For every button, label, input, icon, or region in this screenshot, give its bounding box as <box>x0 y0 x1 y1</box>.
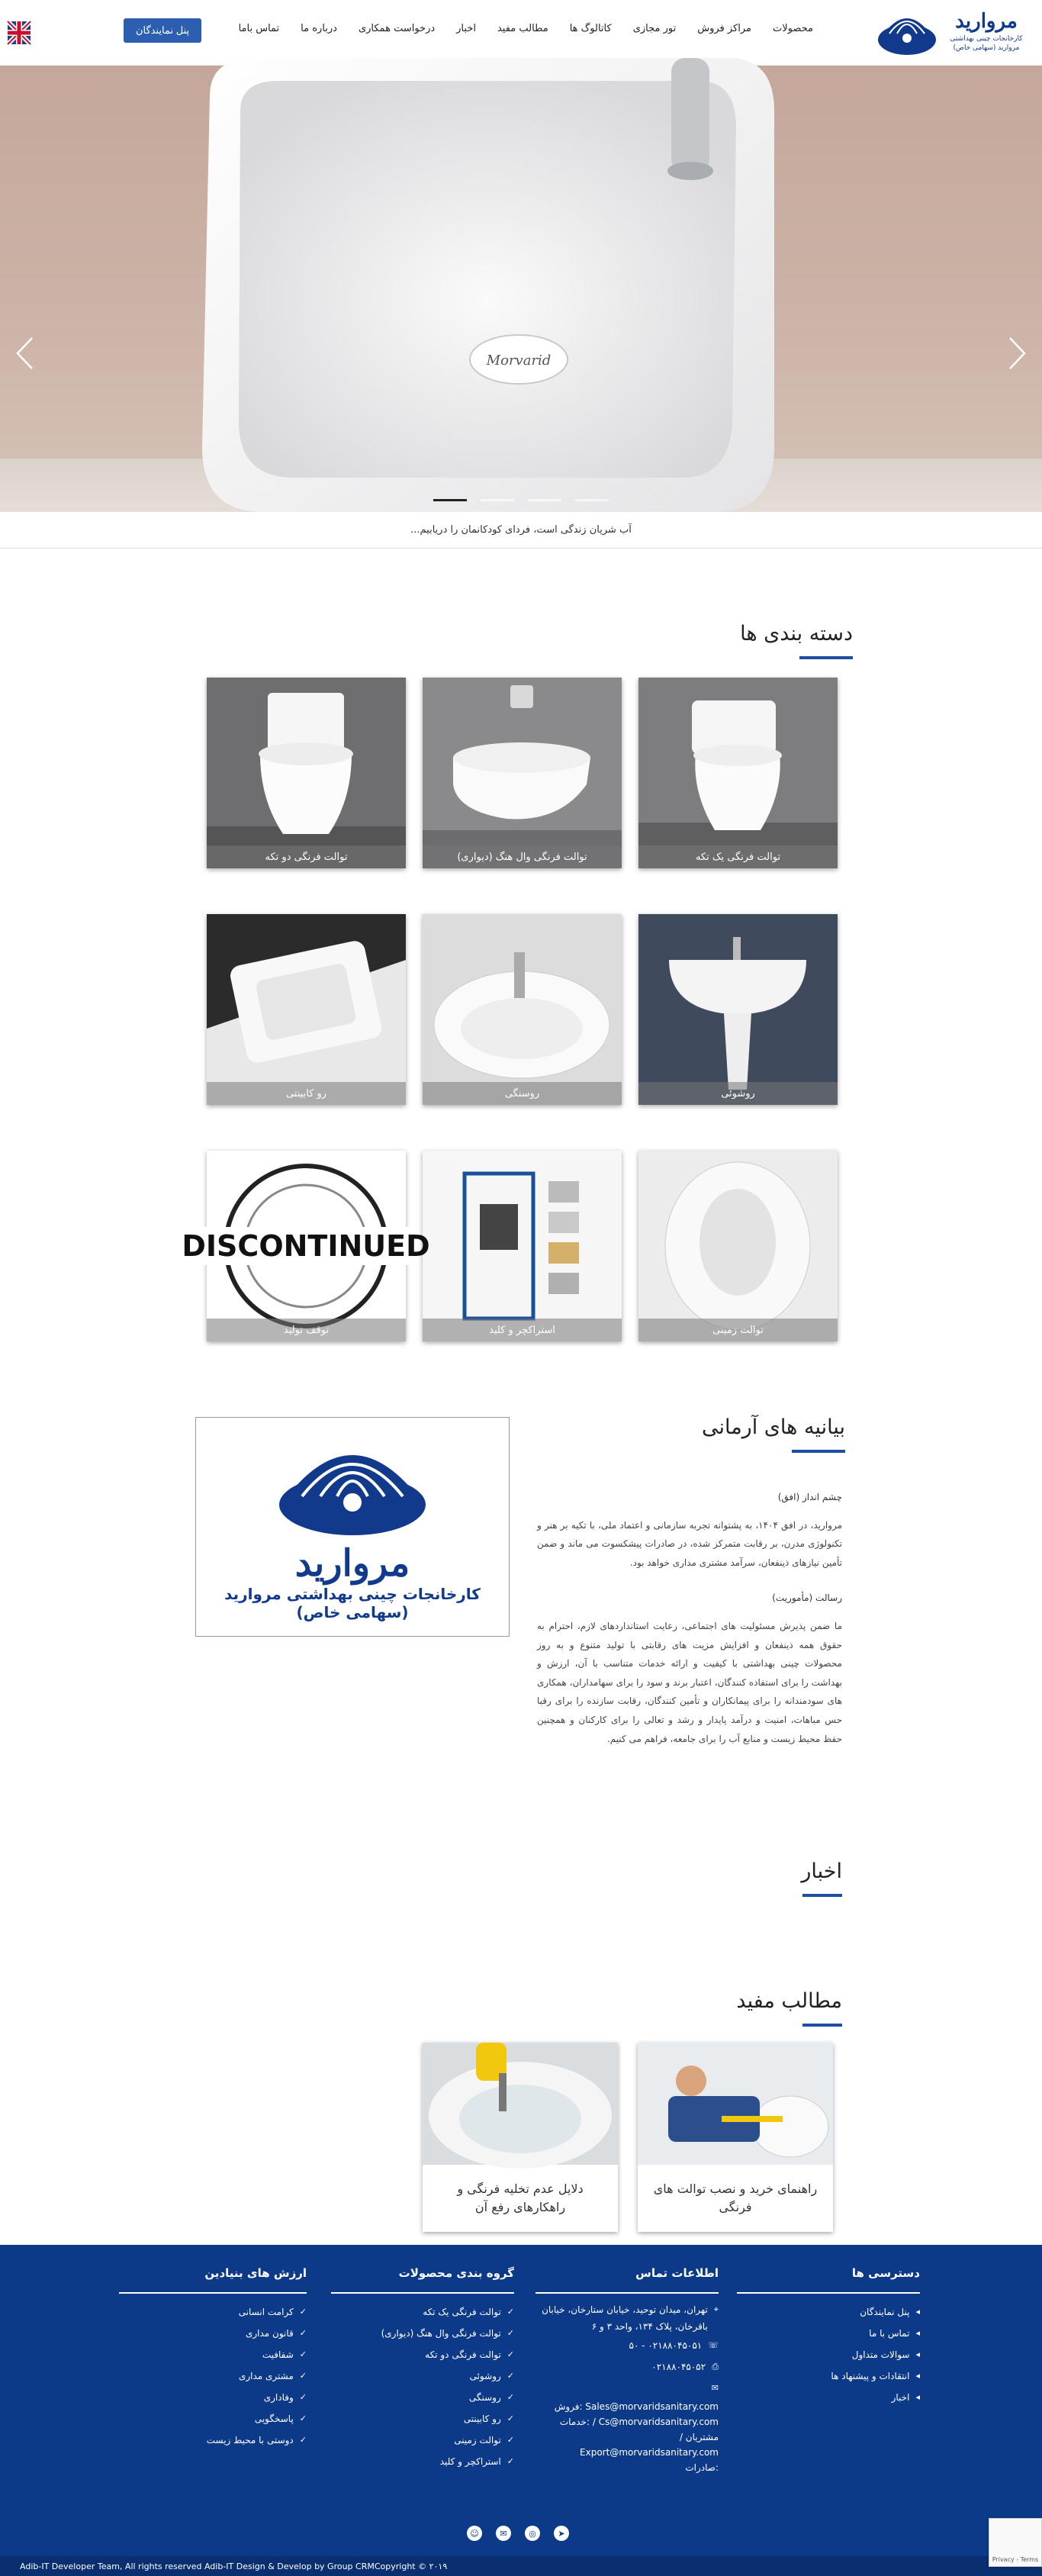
news-heading <box>801 1860 842 1897</box>
category-label: توالت فرنگی دو تکه <box>207 845 406 868</box>
slider-dot[interactable] <box>481 499 514 501</box>
footer-groups-title: گروه بندی محصولات <box>331 2266 514 2294</box>
value-text: شفافیت <box>262 2349 294 2360</box>
footer-group-link[interactable] <box>331 2344 514 2365</box>
contact-export-label <box>535 2460 719 2475</box>
footer-access-column <box>737 2266 920 2408</box>
articles-grid <box>424 2043 833 2232</box>
slider-dot-active[interactable] <box>433 499 467 501</box>
value-text: قانون مداری <box>245 2328 294 2339</box>
title-underline <box>802 2024 842 2027</box>
phone-text[interactable]: ۰۲۱۸۸۰۴۵۰۵۱ - ۵۰ <box>629 2340 703 2351</box>
check-icon: ✓ <box>299 2371 307 2381</box>
pearl-shell-logo-icon <box>276 1432 429 1539</box>
category-label: روشوئی <box>638 1082 838 1105</box>
caret-left-icon: ◂ <box>915 2392 920 2402</box>
category-label: روسنگی <box>423 1082 622 1105</box>
check-icon: ✓ <box>507 2371 514 2381</box>
slider-tagline: آب شریان زندگی است، فردای کودکانمان را دریابیم... <box>0 512 1042 549</box>
check-icon: ✓ <box>507 2413 514 2423</box>
footer-contact-column <box>535 2266 719 2475</box>
chevron-left-icon <box>15 336 34 370</box>
footer-group-link[interactable] <box>331 2365 514 2387</box>
footer-values-title: ارزش های بنیادین <box>119 2266 307 2294</box>
contact-email-sales[interactable] <box>535 2399 719 2414</box>
telegram-icon[interactable]: ➤ <box>554 2526 569 2541</box>
check-icon: ✓ <box>507 2328 514 2338</box>
footer-link-text[interactable]: روسنگی <box>468 2392 501 2403</box>
check-icon: ✓ <box>299 2307 307 2317</box>
value-item <box>119 2429 307 2451</box>
category-label: توقف تولید <box>207 1319 406 1341</box>
uk-flag-icon[interactable] <box>8 21 31 44</box>
concealed-frame-image <box>423 1151 622 1341</box>
plumber-installing-toilet-image <box>638 2043 833 2165</box>
statements-heading <box>702 1415 845 1453</box>
vision-heading: چشم انداز (افق) <box>777 1492 842 1502</box>
footer-link-text[interactable]: توالت فرنگی دو تکه <box>425 2349 501 2360</box>
main-nav <box>239 23 813 34</box>
nav-cooperation[interactable]: درخواست همکاری <box>358 23 436 34</box>
site-header <box>0 0 1042 66</box>
footer-access-link[interactable] <box>737 2387 920 2408</box>
category-card-wall-hung-toilet[interactable] <box>423 678 622 868</box>
value-item <box>119 2408 307 2429</box>
category-card-squat-toilet[interactable] <box>638 1151 838 1341</box>
contact-email-export[interactable] <box>535 2445 719 2460</box>
site-logo[interactable] <box>876 5 1028 58</box>
discontinued-text: DISCONTINUED <box>182 1229 430 1263</box>
footer-group-link[interactable] <box>331 2429 514 2451</box>
recaptcha-text[interactable]: Privacy - Terms <box>992 2556 1039 2563</box>
contact-email-icon-row <box>535 2378 719 2399</box>
footer-access-link[interactable] <box>737 2344 920 2365</box>
nav-contact[interactable]: تماس باما <box>238 23 280 34</box>
discontinued-stamp-image <box>182 1151 430 1341</box>
address-text: تهران، میدان توحید، خیابان ستارخان، خیابان باقرخان، پلاک ۱۳۴، واحد ۳ و ۶ <box>542 2304 708 2332</box>
washbasin-image <box>195 66 790 512</box>
email-export-text[interactable]: Export@morvaridsanitary.com <box>580 2447 719 2458</box>
slider-indicators <box>0 499 1042 501</box>
email-service-text[interactable]: Cs@morvaridsanitary.com / :خدمات مشتریان / <box>559 2417 719 2442</box>
mission-heading: رسالت (مأموریت) <box>772 1592 842 1604</box>
fax-icon: ⎙ <box>712 2362 719 2372</box>
slider-next-button[interactable] <box>1008 336 1027 376</box>
footer-link-text[interactable]: تماس با ما <box>869 2328 910 2339</box>
value-text: مشتری مداری <box>238 2371 294 2381</box>
footer-link-text[interactable]: انتقادات و پیشنهاد ها <box>831 2371 910 2381</box>
check-icon: ✓ <box>299 2392 307 2402</box>
mail-icon[interactable]: ✉ <box>496 2526 511 2541</box>
contact-address <box>535 2301 719 2335</box>
check-icon: ✓ <box>299 2328 307 2338</box>
value-text: کرامت انسانی <box>238 2307 294 2317</box>
slider-dot[interactable] <box>528 499 561 501</box>
article-image <box>423 2043 618 2165</box>
check-icon: ✓ <box>507 2349 514 2359</box>
brand-name: مروارید <box>955 10 1018 34</box>
slider-dot[interactable] <box>575 499 609 501</box>
caret-left-icon: ◂ <box>915 2349 920 2359</box>
dealer-panel-button[interactable]: پنل نمایندگان <box>124 18 201 43</box>
recaptcha-badge[interactable] <box>989 2518 1042 2567</box>
footer-contact-title: اطلاعات تماس <box>535 2266 719 2294</box>
category-card-frame-and-buttons[interactable] <box>423 1151 622 1341</box>
envelope-icon: ✉ <box>711 2383 719 2393</box>
check-icon: ✓ <box>507 2307 514 2317</box>
wall-hung-toilet-image <box>423 678 622 868</box>
articles-title: مطالب مفید <box>736 1989 842 2013</box>
footer-link-text[interactable]: سوالات متداول <box>851 2349 910 2360</box>
contact-phone[interactable] <box>535 2335 719 2356</box>
check-icon: ✓ <box>299 2435 307 2445</box>
toilet-cleaning-image <box>423 2043 618 2165</box>
footer-link-text[interactable]: اخبار <box>891 2392 910 2403</box>
nav-sales-centers[interactable]: مراکز فروش <box>697 23 751 34</box>
category-label: استراکچر و کلید <box>423 1319 622 1341</box>
two-piece-toilet-image <box>207 678 406 868</box>
category-card-two-piece-toilet[interactable] <box>207 678 406 868</box>
check-icon: ✓ <box>299 2349 307 2359</box>
footer-access-link[interactable] <box>737 2365 920 2387</box>
box-brand-line2: (سهامی خاص) <box>296 1603 409 1621</box>
value-text: پاسخگویی <box>254 2413 294 2424</box>
value-item <box>119 2301 307 2323</box>
article-card[interactable] <box>638 2043 833 2232</box>
footer-group-link[interactable] <box>331 2323 514 2344</box>
value-item <box>119 2387 307 2408</box>
contact-email-service[interactable] <box>535 2414 719 2445</box>
article-title[interactable]: راهنمای خرید و نصب توالت های فرنگی <box>653 2182 818 2214</box>
title-underline <box>802 1894 842 1897</box>
footer-access-link[interactable] <box>737 2301 920 2323</box>
article-card[interactable] <box>423 2043 618 2232</box>
category-label: توالت فرنگی یک تکه <box>638 845 838 868</box>
phone-icon: ☏ <box>708 2340 719 2350</box>
hero-slider[interactable] <box>0 66 1042 512</box>
social-links <box>467 2526 569 2541</box>
category-card-cabinet-basin[interactable] <box>207 914 406 1105</box>
chevron-right-icon <box>1008 336 1027 370</box>
nav-virtual-tour[interactable]: تور مجازی <box>632 23 677 34</box>
copyright-text: Adib-IT Developer Team, All rights reserved Adib-IT Design & Develop by Group CRMCopyright © ۲۰۱۹ <box>20 2561 448 2571</box>
countertop-basin-image <box>423 914 622 1105</box>
category-card-countertop-basin[interactable] <box>423 914 622 1105</box>
value-text: دوستی با محیط زیست <box>206 2435 294 2446</box>
category-card-discontinued[interactable] <box>182 1151 430 1341</box>
category-card-pedestal-basin[interactable] <box>638 914 838 1105</box>
box-brand-line1: کارخانجات چینی بهداشتی مروارید <box>224 1585 481 1603</box>
vision-paragraph: مروارید، در افق ۱۴۰۴، به پشتوانه تجربه سازمانی و اعتماد ملی، با تکیه بر هنر و تکنولوژی مدرن، بر رقابت متمرکز شده، در صادرات پیشکسوت می ماند و ضمن تأمین نیازهای ذینفعان، سرآمد مشتری مداری خواهد بود. <box>537 1519 842 1568</box>
nav-products[interactable]: محصولات <box>773 23 813 34</box>
footer-link-text[interactable]: استراکچر و کلید <box>439 2456 501 2467</box>
caret-left-icon: ◂ <box>915 2328 920 2338</box>
footer-values-column <box>119 2266 307 2451</box>
category-label: توالت زمینی <box>638 1319 838 1341</box>
value-item <box>119 2344 307 2365</box>
category-label: توالت فرنگی وال هنگ (دیواری) <box>423 845 622 868</box>
title-underline <box>792 1450 845 1453</box>
check-icon: ✓ <box>299 2413 307 2423</box>
check-icon: ✓ <box>507 2456 514 2466</box>
check-icon: ✓ <box>507 2435 514 2445</box>
value-item <box>119 2365 307 2387</box>
nav-about[interactable]: درباره ما <box>301 23 337 34</box>
caret-left-icon: ◂ <box>915 2371 920 2381</box>
user-icon[interactable]: ☺ <box>467 2526 482 2541</box>
footer-link-text[interactable]: توالت فرنگی یک تکه <box>423 2307 501 2317</box>
check-icon: ✓ <box>507 2392 514 2402</box>
footer-link-text[interactable]: پنل نمایندگان <box>860 2307 910 2317</box>
footer-link-text[interactable]: توالت زمینی <box>454 2435 501 2446</box>
nav-news[interactable]: اخبار <box>456 23 476 34</box>
export-label-text: :صادرات <box>685 2462 719 2473</box>
brand-subtitle: کارخانجات چینی بهداشتی مروارید (سهامی خاص) <box>950 35 1023 52</box>
footer-groups-column <box>331 2266 514 2472</box>
footer-link-text[interactable]: توالت فرنگی وال هنگ (دیواری) <box>381 2328 501 2339</box>
articles-heading <box>736 1989 842 2027</box>
email-sales-text[interactable]: Sales@morvaridsanitary.com :فروش <box>554 2401 719 2412</box>
footer-access-link[interactable] <box>737 2323 920 2344</box>
statements-text <box>537 1488 842 1765</box>
value-text: وفاداری <box>263 2392 294 2403</box>
pearl-shell-logo-icon <box>876 5 938 58</box>
caret-left-icon: ◂ <box>915 2307 920 2317</box>
copyright-bar <box>0 2556 1042 2576</box>
footer-link-text[interactable]: رو کابینتی <box>463 2413 501 2424</box>
footer-group-link[interactable] <box>331 2408 514 2429</box>
one-piece-toilet-image <box>638 678 838 868</box>
instagram-icon[interactable]: ◎ <box>525 2526 540 2541</box>
box-brand-name: مروارید <box>294 1542 410 1585</box>
news-title: اخبار <box>801 1860 842 1883</box>
brand-logo-box <box>195 1417 510 1637</box>
nav-catalogs[interactable]: کاتالوگ ها <box>569 23 612 34</box>
nav-articles[interactable]: مطالب مفید <box>497 23 548 34</box>
categories-heading <box>740 622 853 659</box>
title-underline <box>799 656 853 659</box>
categories-grid <box>182 678 838 1341</box>
value-item <box>119 2323 307 2344</box>
slider-prev-button[interactable] <box>15 336 34 376</box>
categories-title: دسته بندی ها <box>740 622 853 646</box>
category-card-one-piece-toilet[interactable] <box>638 678 838 868</box>
pedestal-basin-image <box>638 914 838 1105</box>
plug-brand-text: Morvarid <box>486 353 552 369</box>
location-pin-icon: ⌖ <box>713 2304 719 2314</box>
footer-group-link[interactable] <box>331 2451 514 2472</box>
cabinet-basin-image <box>207 914 406 1105</box>
statements-title: بیانیه های آرمانی <box>701 1415 845 1439</box>
fax-text: ۰۲۱۸۸۰۴۵۰۵۲ <box>651 2362 706 2372</box>
article-title[interactable]: دلایل عدم تخلیه فرنگی و راهکارهای رفع آن <box>457 2182 584 2214</box>
site-footer <box>0 2245 1042 2556</box>
mission-paragraph: ما ضمن پذیرش مسئولیت های اجتماعی، رعایت استانداردهای لازم، احترام به حقوق همه ذینفعان و افزایش مزیت های رقابتی با تولید متنوع و به روز محصولات چینی بهداشتی با کیفیت و ارائه خدمات متناسب با آن، ارزش و بهداشت را برای استفاده کنندگان، اعتبار برند و سود را برای سهامداران، همکاری های سودمندانه را برای پیمانکاران و تأمین کنندگان، رقابت سازنده را برای رقبا حس مباهات، امنیت و درآمد پایدار و رشد و تعالی را برای کارکنان و همچنین حفظ محیط زیست و منابع آب را برای جامعه، فراهم می کنیم. <box>537 1620 842 1744</box>
footer-group-link[interactable] <box>331 2387 514 2408</box>
squat-toilet-image <box>638 1151 838 1341</box>
category-label: رو کابینتی <box>207 1082 406 1105</box>
article-image <box>638 2043 833 2165</box>
footer-access-title: دسترسی ها <box>737 2266 920 2294</box>
contact-fax <box>535 2356 719 2378</box>
footer-group-link[interactable] <box>331 2301 514 2323</box>
footer-link-text[interactable]: روشوئی <box>469 2371 501 2381</box>
